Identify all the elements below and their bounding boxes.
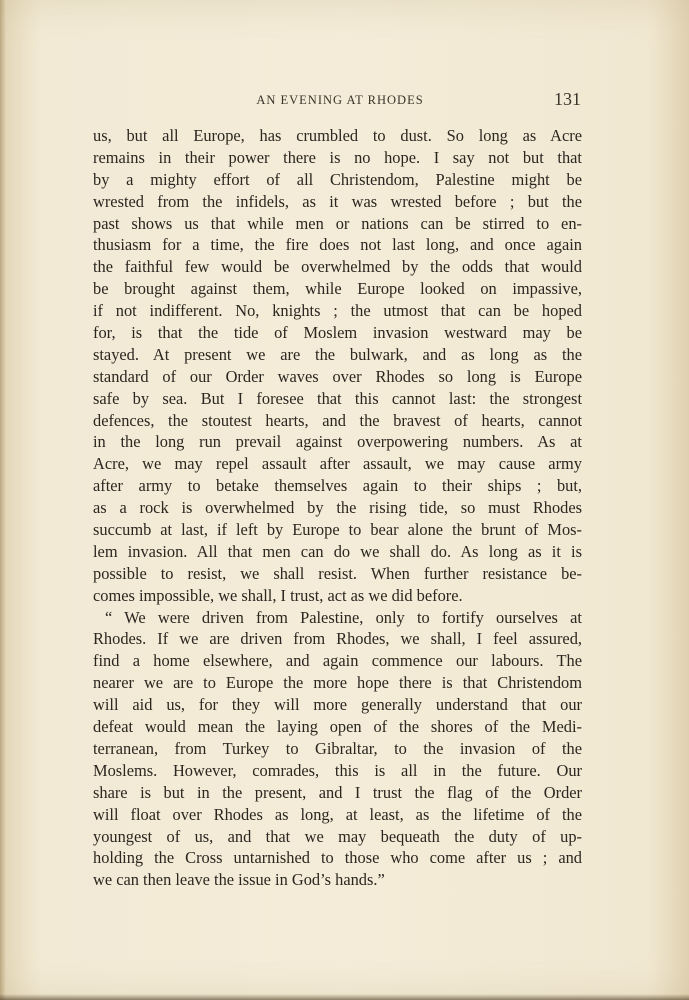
paragraph-last-line: we can then leave the issue in God’s hands.” (93, 870, 385, 890)
text-line: will aid us, for they will more generally understand that our (93, 695, 582, 715)
page-number: 131 (554, 89, 581, 109)
text-line: standard of our Order waves over Rhodes so long is Europe (93, 366, 582, 386)
text-line: nearer we are to Europe the more hope there is that Christendom (93, 673, 582, 693)
paragraph-first-line: “ We were driven from Palestine, only to fortify ourselves at (105, 607, 582, 627)
text-line: holding the Cross untarnished to those who come after us ; and (93, 848, 582, 868)
text-line: defeat would mean the laying open of the shores of the Medi- (93, 717, 582, 737)
running-head (97, 90, 583, 112)
text-line: safe by sea. But I foresee that this cannot last: the strongest (93, 388, 582, 408)
text-line: after army to betake themselves again to their ships ; but, (93, 476, 582, 496)
text-line: will float over Rhodes as long, at least, as the lifetime of the (93, 804, 582, 824)
text-line: as a rock is overwhelmed by the rising tide, so must Rhodes (93, 498, 582, 518)
body-text (93, 125, 582, 891)
text-line: us, but all Europe, has crumbled to dust. So long as Acre (93, 126, 582, 145)
text-line: in the long run prevail against overpowering numbers. As at (93, 432, 582, 452)
text-line: terranean, from Turkey to Gibraltar, to the invasion of the (93, 738, 582, 758)
text-line: lem invasion. All that men can do we shall do. As long as it is (93, 541, 582, 561)
page-gutter-shadow (0, 0, 6, 1000)
text-line: succumb at last, if left by Europe to bear alone the brunt of Mos- (93, 520, 582, 540)
text-line: share is but in the present, and I trust the flag of the Order (93, 782, 582, 802)
text-line: the faithful few would be overwhelmed by the odds that would (93, 257, 582, 277)
text-line: wrested from the infidels, as it was wrested before ; but the (93, 191, 582, 211)
text-line: for, is that the tide of Moslem invasion westward may be (93, 323, 582, 343)
text-line: stayed. At present we are the bulwark, and as long as the (93, 344, 582, 364)
running-title: AN EVENING AT RHODES (256, 93, 424, 107)
text-line: by a mighty effort of all Christendom, Palestine might be (93, 169, 582, 189)
text-line: thusiasm for a time, the fire does not last long, and once again (93, 235, 582, 255)
paragraph-last-line: comes impossible, we shall, I trust, act as we did before. (93, 585, 463, 605)
text-line: possible to resist, we shall resist. When further resistance be- (93, 563, 582, 583)
text-line: past shows us that while men or nations can be stirred to en- (93, 213, 582, 233)
text-line: find a home elsewhere, and again commence our labours. The (93, 651, 582, 671)
text-line: Acre, we may repel assault after assault, we may cause army (93, 454, 582, 474)
text-line: if not indifferent. No, knights ; the utmost that can be hoped (93, 301, 582, 321)
page-bottom-edge (0, 994, 689, 1000)
text-line: youngest of us, and that we may bequeath the duty of up- (93, 826, 582, 846)
text-line: remains in their power there is no hope. I say not but that (93, 147, 582, 167)
text-line: Rhodes. If we are driven from Rhodes, we shall, I feel assured, (93, 629, 582, 649)
text-line: defences, the stoutest hearts, and the bravest of hearts, cannot (93, 410, 582, 430)
text-line: be brought against them, while Europe looked on impassive, (93, 279, 582, 299)
text-line: Moslems. However, comrades, this is all in the future. Our (93, 760, 582, 780)
